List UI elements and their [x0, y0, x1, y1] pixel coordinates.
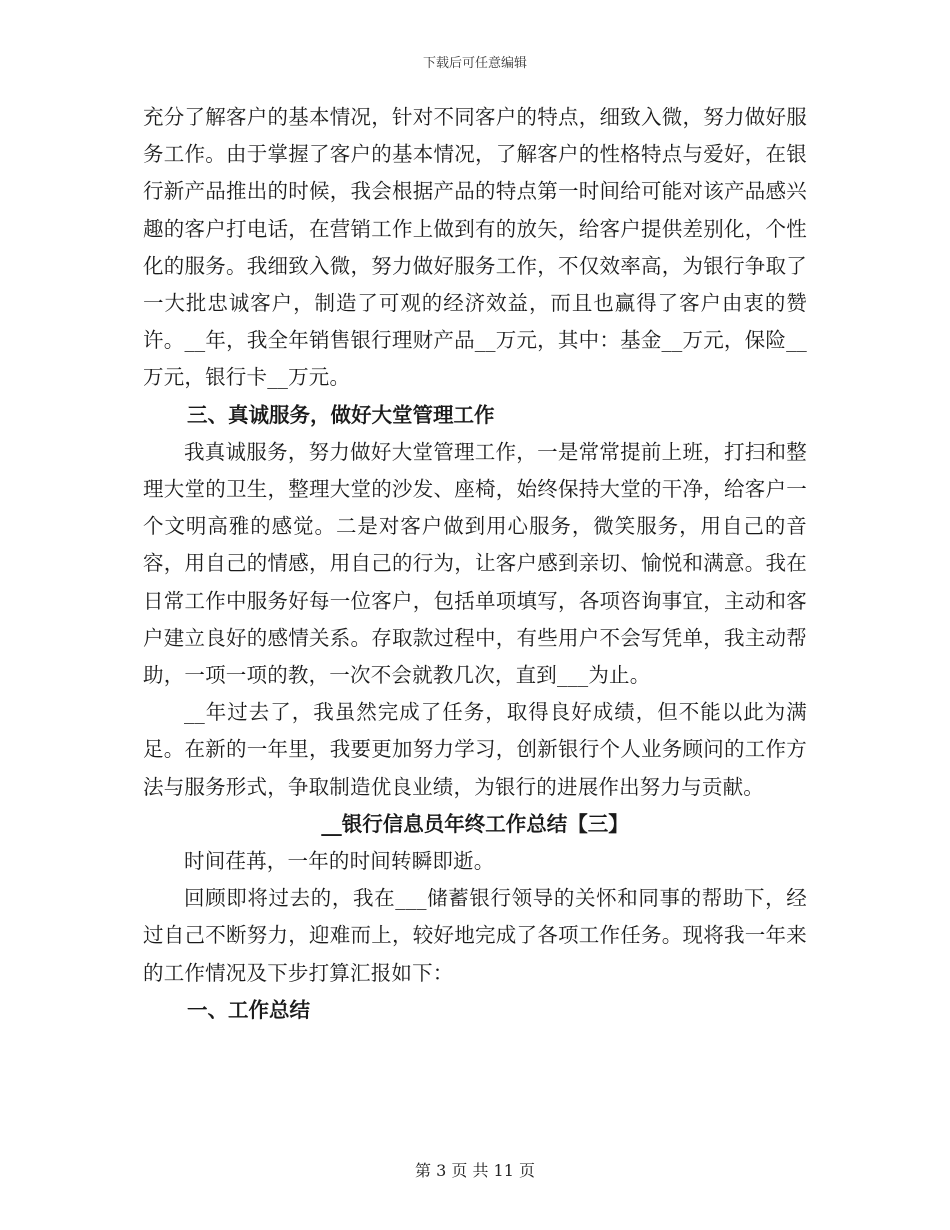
section-heading-lobby-management: 三、真诚服务，做好大堂管理工作 [187, 402, 495, 427]
page-header-note: 下载后可任意编辑 [422, 56, 527, 71]
paragraph-lobby-management: 我真诚服务，努力做好大堂管理工作，一是常常提前上班，打扫和整理大堂的卫生，整理大堂的沙发、座椅，始终保持大堂的干净，给客户一个文明高雅的感觉。二是对客户做到用心服务，微笑服务，用自己的音容，用自己的情感，用自己的行为，让客户感到亲切、愉悦和满意。我在日常工作中服务好每一位客户，包括单项填写，各项咨询事宜，主动和客户建立良好的感情关系。存取款过程中，有些用户不会写凭单，我主动帮助，一项一项的教，一次不会就教几次，直到___为止。 [143, 439, 807, 688]
page-number-footer: 第 3 页 共 11 页 [415, 1161, 535, 1180]
section-heading-work-summary: 一、工作总结 [187, 997, 310, 1022]
paragraph-review-intro: 回顾即将过去的，我在___储蓄银行领导的关怀和同事的帮助下，经过自己不断努力，迎难而上，较好地完成了各项工作任务。现将我一年来的工作情况及下步打算汇报如下： [143, 886, 807, 985]
paragraph-customer-service: 充分了解客户的基本情况，针对不同客户的特点，细致入微，努力做好服务工作。由于掌握了客户的基本情况，了解客户的性格特点与爱好，在银行新产品推出的时候，我会根据产品的特点第一时间给可能对该产品感兴趣的客户打电话，在营销工作上做到有的放矢，给客户提供差别化，个性化的服务。我细致入微，努力做好服务工作，不仅效率高，为银行争取了一大批忠诚客户，制造了可观的经济效益，而且也赢得了客户由衷的赞许。__年，我全年销售银行理财产品__万元，其中：基金__万元，保险__万元，银行卡__万元。 [143, 105, 807, 390]
paragraph-year-conclusion: __年过去了，我虽然完成了任务，取得良好成绩，但不能以此为满足。在新的一年里，我要更加努力学习，创新银行个人业务顾问的工作方法与服务形式，争取制造优良业绩，为银行的进展作出努力与贡献。 [143, 700, 807, 799]
paragraph-time-passes: 时间荏苒，一年的时间转瞬即逝。 [184, 849, 495, 874]
document-title-summary-three: __银行信息员年终工作总结【三】 [321, 811, 629, 836]
document-body [143, 99, 807, 1029]
